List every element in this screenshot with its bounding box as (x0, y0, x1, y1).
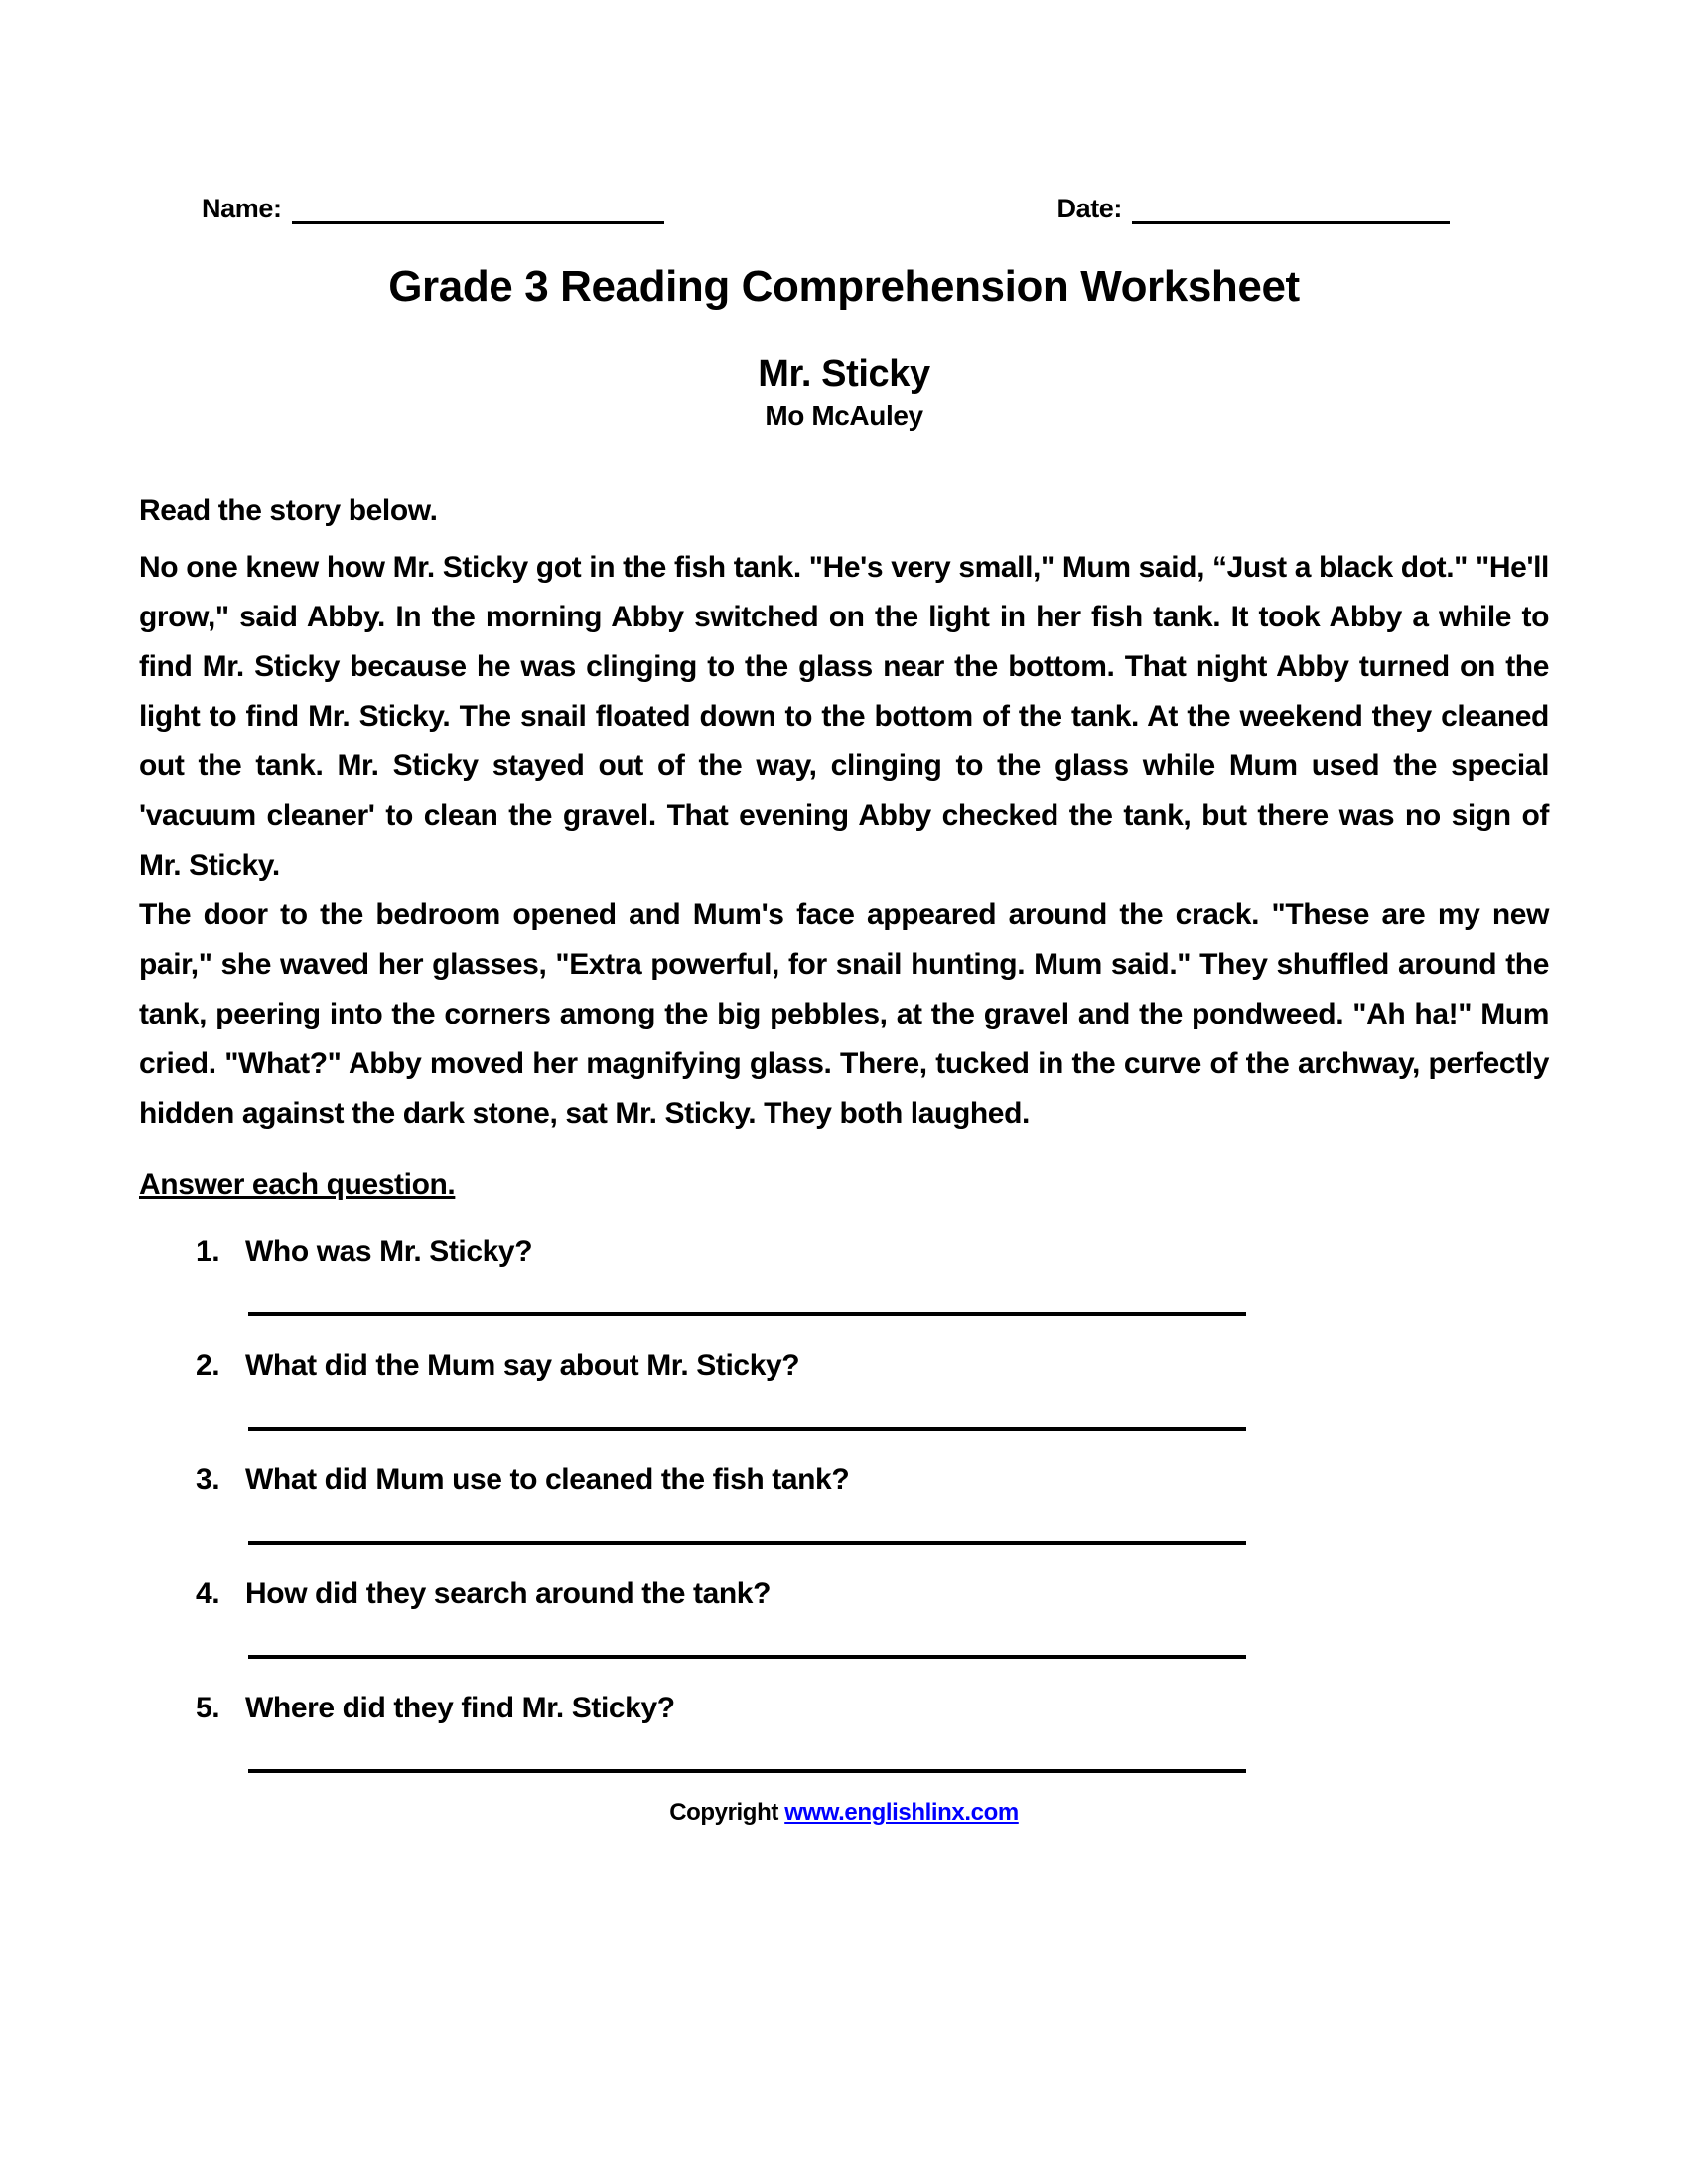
date-blank-line (1132, 194, 1450, 224)
question-1-text: Who was Mr. Sticky? (245, 1235, 533, 1269)
answer-line-5 (248, 1769, 1246, 1773)
questions-header: Answer each question. (139, 1168, 456, 1202)
question-1 (139, 1234, 1549, 1269)
name-field (202, 194, 664, 224)
copyright-label: Copyright (669, 1799, 778, 1827)
question-5-number: 5. (196, 1692, 220, 1725)
date-label: Date: (1056, 194, 1122, 224)
question-3 (139, 1462, 1549, 1497)
story-paragraph-2: The door to the bedroom opened and Mum's face appeared around the crack. "These are my new pair," she waved her glasses, "Extra powerful, for snail hunting. Mum said." They shuffled around the tank, peering into the corners among the big pebbles, at the gravel and the pondweed. "Ah ha!" Mum cried. "What?" Abby moved her magnifying glass. There, tucked in the curve of the archway, perfectly hidden against the dark stone, sat Mr. Sticky. They both laughed. (139, 898, 1549, 1131)
story-title: Mr. Sticky (758, 353, 930, 396)
question-3-number: 3. (196, 1463, 220, 1497)
question-4 (139, 1576, 1549, 1611)
question-2-number: 2. (196, 1349, 220, 1383)
question-5 (139, 1691, 1549, 1725)
answer-line-1 (248, 1312, 1246, 1316)
name-blank-line (292, 194, 664, 224)
question-4-number: 4. (196, 1577, 220, 1611)
name-label: Name: (202, 194, 282, 224)
date-field (1056, 194, 1450, 224)
question-3-text: What did Mum use to cleaned the fish tank? (245, 1463, 850, 1497)
read-instructions: Read the story below. (139, 494, 438, 528)
answer-line-2 (248, 1427, 1246, 1431)
answer-line-3 (248, 1541, 1246, 1545)
answer-line-4 (248, 1655, 1246, 1659)
question-2 (139, 1348, 1549, 1383)
header-row (139, 194, 1549, 224)
question-4-text: How did they search around the tank? (245, 1577, 772, 1611)
story-author: Mo McAuley (765, 400, 923, 432)
footer (139, 1799, 1549, 1827)
page-title: Grade 3 Reading Comprehension Worksheet (388, 262, 1300, 312)
story-paragraph-1: No one knew how Mr. Sticky got in the fish tank. "He's very small," Mum said, “Just a black dot." "He'll grow," said Abby. In the morning Abby switched on the light in her fish tank. It took Abby a while to find Mr. Sticky because he was clinging to the glass near the bottom. That night Abby turned on the light to find Mr. Sticky. The snail floated down to the bottom of the tank. At the weekend they cleaned out the tank. Mr. Sticky stayed out of the way, clinging to the glass while Mum used the special 'vacuum cleaner' to clean the gravel. That evening Abby checked the tank, but there was no sign of Mr. Sticky. (139, 551, 1549, 883)
question-5-text: Where did they find Mr. Sticky? (245, 1692, 675, 1725)
question-1-number: 1. (196, 1235, 220, 1269)
copyright-link[interactable]: www.englishlinx.com (784, 1799, 1019, 1827)
question-2-text: What did the Mum say about Mr. Sticky? (245, 1349, 800, 1383)
